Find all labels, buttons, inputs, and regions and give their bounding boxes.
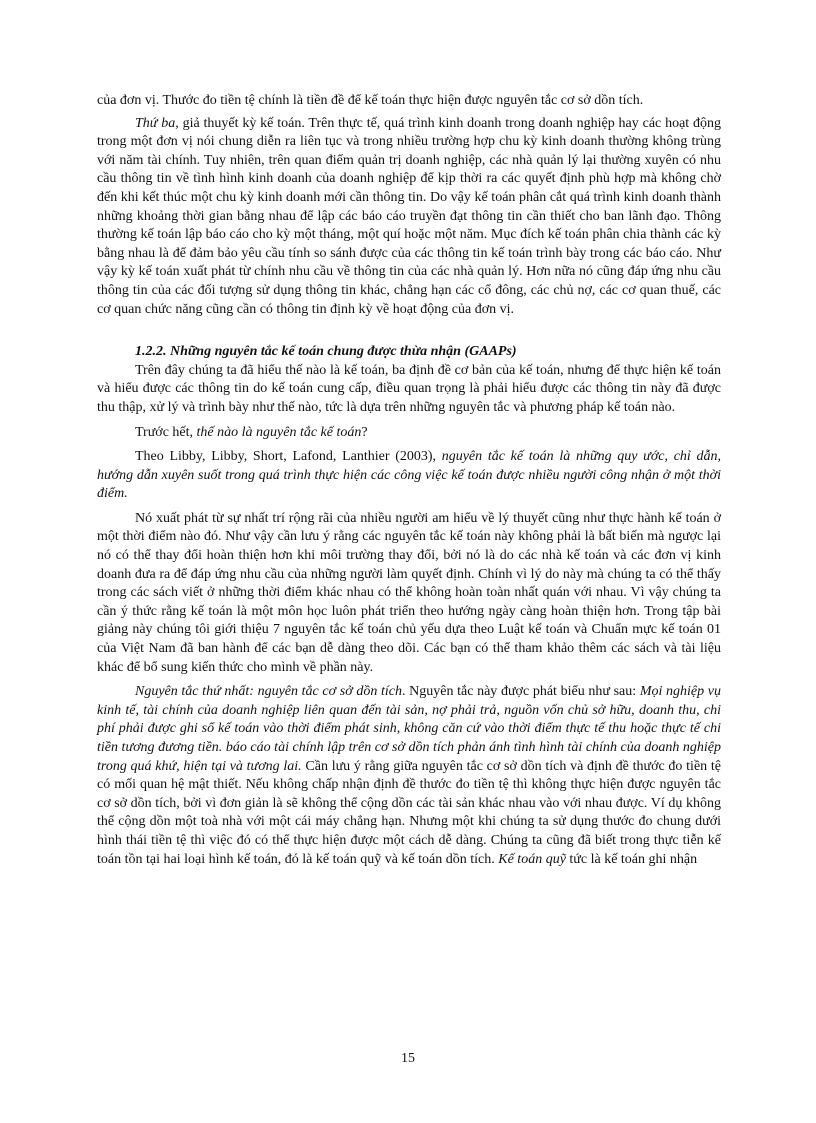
lead-term: Thứ ba	[135, 115, 176, 131]
paragraph-text: ?	[361, 424, 368, 440]
definition-text: nguyên tắc kế toán là những quy ước, chỉ dẫn, hướng dẫn xuyên suốt trong quá trình thực hiện các công việc kế toán được nhiều người công nhận ở một thời điểm.	[97, 449, 721, 502]
section-heading: 1.2.2. Những nguyên tắc kế toán chung được thừa nhận (GAAPs)	[135, 344, 517, 360]
page-number: 15	[401, 1051, 415, 1066]
principle-title: Nguyên tắc thứ nhất: nguyên tắc cơ sở dồn tích	[135, 684, 402, 700]
paragraph-intro: Trên đây chúng ta đã hiểu thế nào là kế toán, ba định đề cơ bản của kế toán, nhưng để thực hiện kế toán và hiểu được các thông tin do kế toán cung cấp, điều quan trọng là phải hiểu được các thông tin này đã được thu thập, xử lý và trình bày như thế nào, tức là dựa trên những nguyên tắc và phương pháp kế toán nào.	[97, 362, 721, 415]
paragraph-text: . Nguyên tắc này được phát biểu như sau:	[401, 684, 640, 700]
document-page	[97, 92, 721, 869]
spacer	[97, 319, 721, 343]
paragraph-period-assumption	[97, 115, 721, 320]
emphasis-text: thế nào là nguyên tắc kế toán	[196, 424, 362, 440]
paragraph-text: Trước hết,	[135, 424, 197, 440]
paragraph-accrual-principle	[97, 683, 721, 869]
paragraph-text: , giả thuyết kỳ kế toán. Trên thực tế, quá trình kinh doanh trong doanh nghiệp hay các hoạt động trong một đơn vị nói chung diễn ra liên tục và trong nhiều trường hợp chu kỳ kinh doanh thường không trùng với năm tài chính. Tuy nhiên, trên quan điểm quản trị doanh nghiệp, các nhà quản lý lại thường xuyên có nhu cầu thông tin về tình hình kinh doanh của doanh nghiệp để kịp thời ra các quyết định phù hợp mà không chờ đến khi kết thúc một chu kỳ kinh doanh mới cần thông tin. Do vậy kế toán phân cắt quá trình kinh doanh thành những khoảng thời gian bằng nhau để lập các báo cáo truyền đạt thông tin cần thiết cho ban lãnh đạo. Thông thường kế toán lập báo cáo cho kỳ một tháng, một quí hoặc một năm. Mục đích kế toán phân chia thành các kỳ bằng nhau là để đảm bảo yêu cầu tính so sánh được của các thông tin kế toán trình bày trong các báo cáo. Như vậy kỳ kế toán xuất phát từ chính nhu cầu về thông tin của các nhà quản lý. Hơn nữa nó cũng đáp ứng nhu cầu thông tin của các đối tượng sử dụng thông tin khác, chẳng hạn các cổ đông, các chủ nợ, các cơ quan thuế, các cơ quan chức năng cũng cần có thông tin định kỳ về hoạt động của đơn vị.	[97, 115, 722, 317]
paragraph-continuation: của đơn vị. Thước đo tiền tệ chính là tiền đề để kế toán thực hiện được nguyên tắc cơ sở dồn tích.	[97, 93, 644, 108]
paragraph-question	[97, 424, 721, 443]
paragraph-text: Theo Libby, Libby, Short, Lafond, Lanthier (2003),	[135, 449, 442, 465]
paragraph-consensus: Nó xuất phát từ sự nhất trí rộng rãi của nhiều người am hiểu về lý thuyết cũng như thực hành kế toán ở một thời điểm nào đó. Như vậy cần lưu ý rằng các nguyên tắc kế toán này không phải là bất biến mà ngược lại nó có thể thay đổi hoàn thiện hơn khi môi trường thay đổi, bởi nó là do các nhà kế toán và các đơn vị kinh doanh đưa ra để đáp ứng nhu cầu của những người làm quyết định. Chính vì lý do này mà chúng ta có thể thấy trong các sách viết ở những thời điểm khác nhau có thể không hoàn toàn nhất quán với nhau. Vì vậy chúng ta cần ý thức rằng kế toán là một môn học luôn phát triển theo hướng ngày càng hoàn thiện hơn. Trong tập bài giảng này chúng tôi giới thiệu 7 nguyên tắc kế toán chủ yếu dựa theo Luật kế toán và Chuẩn mực kế toán 01 của Việt Nam đã ban hành để các bạn dễ dàng theo dõi. Các bạn có thể tham khảo thêm các sách và tài liệu khác để bổ sung kiến thức cho mình về phần này.	[97, 510, 721, 675]
emphasis-text: Kế toán quỹ	[498, 851, 566, 867]
paragraph-definition	[97, 448, 721, 504]
paragraph-text: Cần lưu ý rằng giữa nguyên tắc cơ sở dồn tích và định đề thước đo tiền tệ có mối quan hệ mật thiết. Nếu không chấp nhận định đề thước đo tiền tệ thì không thực hiện được nguyên tắc cơ sở dồn tích, bởi vì đơn giản là sẽ không thể cộng dồn các tài sản khác nhau vào với nhau được. Ví dụ không thể cộng dồn một toà nhà với một cái máy chẳng hạn. Nhưng một khi chúng ta sử dụng thước đo chung dưới hình thái tiền tệ thì việc đó có thể thực hiện được một cách dễ dàng. Chúng ta cũng đã biết trong thực tiễn kế toán tồn tại hai loại hình kế toán, đó là kế toán quỹ và kế toán dồn tích.	[97, 758, 721, 867]
paragraph-text: tức là kế toán ghi nhận	[565, 851, 698, 867]
principle-statement: Mọi nghiệp vụ kinh tế, tài chính của doanh nghiệp liên quan đến tài sản, nợ phải trả, nguồn vốn chủ sở hữu, doanh thu, chi phí phải được ghi sổ kế toán vào thời điểm phát sinh, không căn cứ vào thời điểm thực tế thu hoặc thực tế chi tiền tương đương tiền. báo cáo tài chính lập trên cơ sở dồn tích phản ánh tình hình tài chính của doanh nghiệp trong quá khứ, hiện tại và tương lai.	[97, 684, 721, 774]
